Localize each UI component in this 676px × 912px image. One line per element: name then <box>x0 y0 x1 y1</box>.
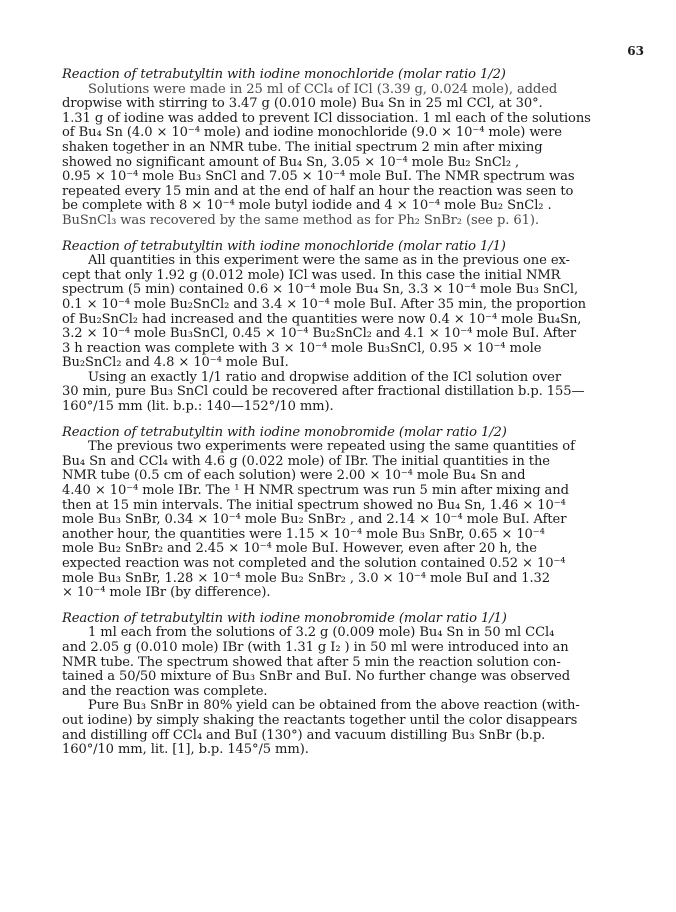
text-line: NMR tube (0.5 cm of each solution) were 2.00 × 10⁻⁴ mole Bu₄ Sn and <box>62 468 526 484</box>
text-line: 160°/10 mm, lit. [1], b.p. 145°/5 mm). <box>62 742 309 758</box>
text-line: 0.95 × 10⁻⁴ mole Bu₃ SnCl and 7.05 × 10⁻⁴ mole BuI. The NMR spectrum was <box>62 169 575 185</box>
text-line: of Bu₄ Sn (4.0 × 10⁻⁴ mole) and iodine monochloride (9.0 × 10⁻⁴ mole) were <box>62 125 562 141</box>
text-line: out iodine) by simply shaking the reactants together until the color disappears <box>62 712 578 728</box>
text-line: tained a 50/50 mixture of Bu₃ SnBr and BuI. No further change was observed <box>62 669 571 685</box>
text-line: showed no significant amount of Bu₄ Sn, 3.05 × 10⁻⁴ mole Bu₂ SnCl₂ , <box>62 154 520 170</box>
text-line: BuSnCl₃ was recovered by the same method as for Ph₂ SnBr₂ (see p. 61). <box>62 212 539 228</box>
text-line: dropwise with stirring to 3.47 g (0.010 mole) Bu₄ Sn in 25 ml CCl, at 30°. <box>62 96 543 112</box>
text-line: mole Bu₃ SnBr, 0.34 × 10⁻⁴ mole Bu₂ SnBr₂ , and 2.14 × 10⁻⁴ mole BuI. After <box>62 512 567 528</box>
text-line: and the reaction was complete. <box>62 683 268 699</box>
text-line: 1 ml each from the solutions of 3.2 g (0.009 mole) Bu₄ Sn in 50 ml CCl₄ <box>88 625 555 641</box>
section-ibr-1-2 <box>62 426 640 601</box>
text-line: × 10⁻⁴ mole IBr (by difference). <box>62 585 271 601</box>
page-number: 63 <box>627 44 644 58</box>
text-line: 0.1 × 10⁻⁴ mole Bu₂SnCl₂ and 3.4 × 10⁻⁴ mole BuI. After 35 min, the proportion <box>62 296 586 312</box>
text-line: NMR tube. The spectrum showed that after 5 min the reaction solution con- <box>62 654 561 670</box>
text-line: Solutions were made in 25 ml of CCl₄ of ICl (3.39 g, 0.024 mole), added <box>88 81 558 97</box>
text-line: another hour, the quantities were 1.15 × 10⁻⁴ mole Bu₃ SnBr, 0.65 × 10⁻⁴ <box>62 526 545 542</box>
paragraph <box>62 83 640 229</box>
text-line: and distilling off CCl₄ and BuI (130°) and vacuum distilling Bu₃ SnBr (b.p. <box>62 727 546 743</box>
text-line: Using an exactly 1/1 ratio and dropwise addition of the ICl solution over <box>88 369 561 385</box>
section-ibr-1-1 <box>62 612 640 758</box>
text-line: repeated every 15 min and at the end of half an hour the reaction was seen to <box>62 183 574 199</box>
section-icl-1-1 <box>62 240 640 415</box>
text-line: then at 15 min intervals. The initial spectrum showed no Bu₄ Sn, 1.46 × 10⁻⁴ <box>62 497 566 513</box>
paragraph <box>62 371 640 415</box>
section-heading: Reaction of tetrabutyltin with iodine monochloride (molar ratio 1/1) <box>62 238 506 254</box>
paragraph <box>62 626 640 699</box>
text-line: of Bu₂SnCl₂ had increased and the quantities were now 0.4 × 10⁻⁴ mole Bu₄Sn, <box>62 311 582 327</box>
text-line: mole Bu₃ SnBr, 1.28 × 10⁻⁴ mole Bu₂ SnBr₂ , 3.0 × 10⁻⁴ mole BuI and 1.32 <box>62 570 550 586</box>
text-line: 1.31 g of iodine was added to prevent ICl dissociation. 1 ml each of the solutions <box>62 110 591 126</box>
paragraph <box>62 254 640 371</box>
text-line: expected reaction was not completed and the solution contained 0.52 × 10⁻⁴ <box>62 556 566 571</box>
paragraph <box>62 440 640 601</box>
text-line: cept that only 1.92 g (0.012 mole) ICl was used. In this case the initial NMR <box>62 267 561 283</box>
paragraph <box>62 699 640 757</box>
section-icl-1-2 <box>62 68 640 229</box>
text-line: shaken together in an NMR tube. The initial spectrum 2 min after mixing <box>62 139 543 155</box>
page-content <box>62 68 640 758</box>
section-heading: Reaction of tetrabutyltin with iodine monobromide (molar ratio 1/2) <box>62 424 507 440</box>
text-line: 3.2 × 10⁻⁴ mole Bu₃SnCl, 0.45 × 10⁻⁴ Bu₂SnCl₂ and 4.1 × 10⁻⁴ mole BuI. After <box>62 326 577 342</box>
text-line: The previous two experiments were repeated using the same quantities of <box>88 439 575 455</box>
section-heading: Reaction of tetrabutyltin with iodine monobromide (molar ratio 1/1) <box>62 610 507 626</box>
text-line: 160°/15 mm (lit. b.p.: 140—152°/10 mm). <box>62 399 334 415</box>
text-line: Bu₂SnCl₂ and 4.8 × 10⁻⁴ mole BuI. <box>62 355 289 371</box>
text-line: 3 h reaction was complete with 3 × 10⁻⁴ mole Bu₃SnCl, 0.95 × 10⁻⁴ mole <box>62 340 542 356</box>
text-line: 30 min, pure Bu₃ SnCl could be recovered after fractional distillation b.p. 155— <box>62 384 585 400</box>
text-line: All quantities in this experiment were the same as in the previous one ex- <box>88 253 570 269</box>
section-heading: Reaction of tetrabutyltin with iodine monochloride (molar ratio 1/2) <box>62 67 506 82</box>
text-line: be complete with 8 × 10⁻⁴ mole butyl iodide and 4 × 10⁻⁴ mole Bu₂ SnCl₂ . <box>62 198 552 214</box>
text-line: Pure Bu₃ SnBr in 80% yield can be obtained from the above reaction (with- <box>88 698 580 714</box>
text-line: 4.40 × 10⁻⁴ mole IBr. The ¹ H NMR spectrum was run 5 min after mixing and <box>62 483 569 499</box>
text-line: and 2.05 g (0.010 mole) IBr (with 1.31 g I₂ ) in 50 ml were introduced into an <box>62 639 569 655</box>
text-line: Bu₄ Sn and CCl₄ with 4.6 g (0.022 mole) of IBr. The initial quantities in the <box>62 453 550 469</box>
text-line: spectrum (5 min) contained 0.6 × 10⁻⁴ mole Bu₄ Sn, 3.3 × 10⁻⁴ mole Bu₃ SnCl, <box>62 282 579 298</box>
text-line: mole Bu₂ SnBr₂ and 2.45 × 10⁻⁴ mole BuI. However, even after 20 h, the <box>62 541 537 557</box>
